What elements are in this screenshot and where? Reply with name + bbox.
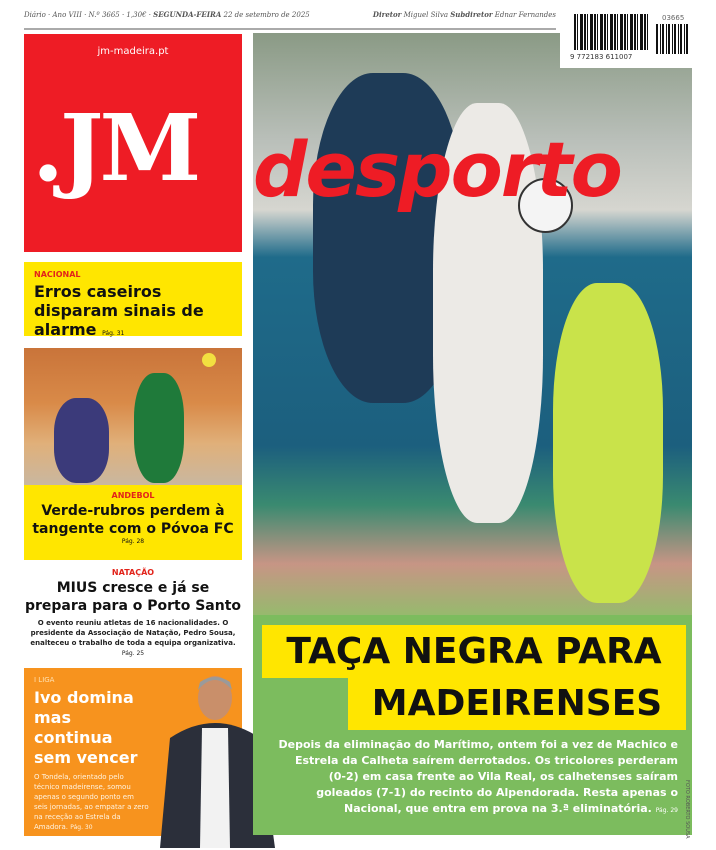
story-nacional[interactable] [24,262,242,339]
player-green [134,373,184,483]
barcode [560,8,696,68]
masthead-info [24,10,556,19]
ball [202,353,216,367]
kicker: NACIONAL [34,270,81,279]
logo[interactable] [24,34,242,252]
kicker: I LIGA [34,676,55,684]
photo-credit: FOTO ROBERTO SOUSA [684,780,690,839]
logo-text: .JM [32,94,198,202]
headline: MIUS cresce e já se prepara para o Porto Santo [24,580,242,614]
player-blue [54,398,109,483]
story-natacao[interactable] [24,568,242,659]
header-rule [24,28,556,30]
main-headline-line1: TAÇA NEGRA PARA [262,625,686,678]
summary: O Tondela, orientado pelo técnico madeirense, somou apenas o segundo ponto em seis jornadas, ao empatar a zero na receção ao Estrela da Amadora. Pág. 30 [34,773,149,831]
referee [553,283,663,603]
handball-photo [24,348,242,485]
summary: O evento reuniu atletas de 16 nacionalidades. O presidente da Associação de Natação, Pedro Sousa, enalteceu o trabalho de toda a equipa organizativa. Pág. 25 [30,619,236,657]
issue-info: Diário · Ano VIII · N.º 3665 · 1,30€ · SEGUNDA-FEIRA 22 de setembro de 2025 [24,10,310,19]
section-title: desporto [253,125,621,214]
main-summary: Depois da eliminação do Marítimo, ontem foi a vez de Machico e Estrela da Calheta saírem derrotados. Os tricolores perderam (0-2) em casa frente ao Vila Real, os calhetenses saíram goleados (7-1) do recinto do Alpendorada. Resta apenas o Nacional, que entra em prova na 3.ª eliminatória. Pág. 29 [278,738,678,815]
barcode-number: 9 772183 611007 [570,53,633,61]
main-story[interactable] [253,615,692,835]
kicker: ANDEBOL [111,491,155,500]
main-headline-line2: MADEIRENSES [348,678,686,730]
main-photo [253,33,692,623]
barcode-issue: 03665 [662,14,685,22]
headline: Verde-rubros perdem à tangente com o Póvoa FC [32,503,234,537]
site-url: jm-madeira.pt [97,46,169,57]
headline: Erros caseiros disparam sinais de alarme Pág. 31 [34,282,204,339]
story-andebol[interactable] [24,485,242,560]
barcode-addon-bars [656,24,688,54]
staff-info: Diretor Miguel Silva Subdiretor Ednar Fernandes [372,10,556,19]
kicker: NATAÇÃO [111,568,155,577]
barcode-bars [574,14,649,50]
headline: Ivo domina mas continua sem vencer [34,688,138,767]
page-ref: Pág. 28 [121,538,145,545]
